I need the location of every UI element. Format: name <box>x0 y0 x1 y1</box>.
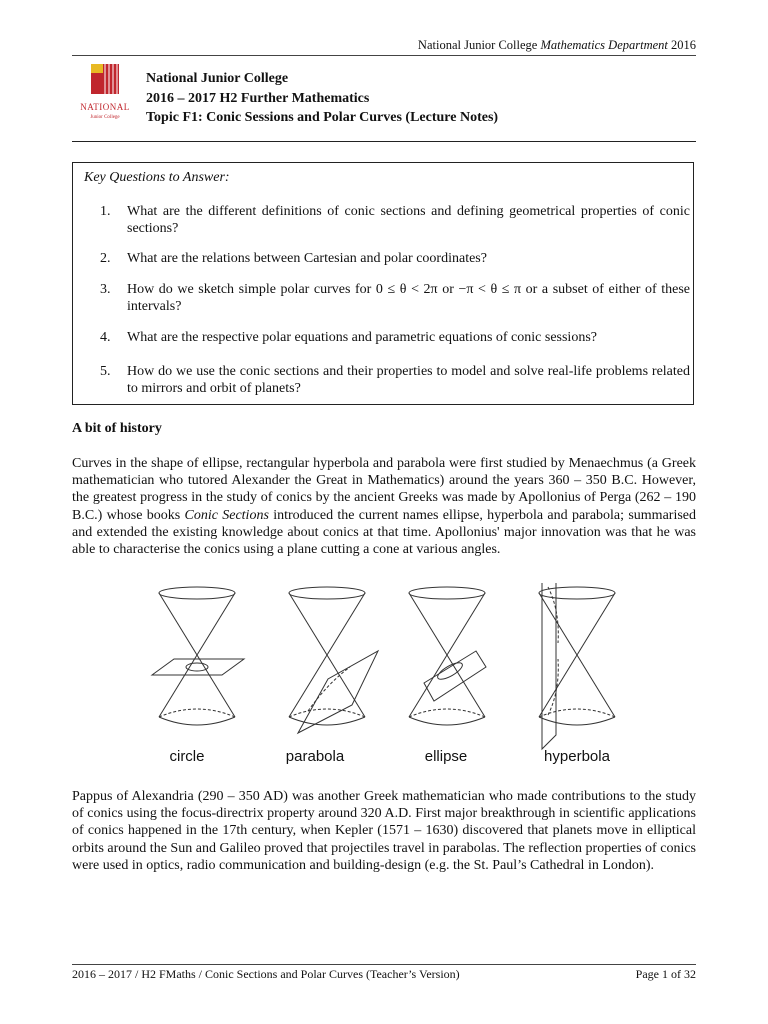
history-paragraph-2: Pappus of Alexandria (290 – 350 AD) was another Greek mathematician who made contributions to the study of conics using the focus-directrix property around 320 A.D. First major breakthrough in scientific applications of conics happened in the 17th century, when Kepler (1571 – 1630) discovered that planets move in elliptical orbits around the Sun and Galileo proved that projectiles travel in parabolas. The reflection properties of conics were used in optics, radio communication and building-design (e.g. the St. Paul’s Cathedral in London). <box>72 789 696 873</box>
caption-parabola: parabola <box>285 748 345 765</box>
title-rule <box>72 141 696 142</box>
key-question-3 <box>100 282 690 315</box>
history-paragraph-1 <box>72 455 696 558</box>
key-questions-heading: Key Questions to Answer: <box>84 170 230 185</box>
question-text: How do we use the conic sections and their properties to model and solve real-life problems related to mirrors and orbit of planets? <box>127 364 690 396</box>
document-title <box>146 69 498 128</box>
question-text: What are the different definitions of conic sections and defining geometrical properties of conic sections? <box>127 204 690 236</box>
question-number: 4. <box>100 330 111 345</box>
book-title-conic-sections: Conic Sections <box>184 507 269 523</box>
header-year: 2016 <box>671 38 696 52</box>
question-number: 2. <box>100 251 111 266</box>
header-school: National Junior College <box>417 38 538 52</box>
history-p1-part-b: introduced the current names ellipse, hyperbola and parabola; summarised and extended the existing knowledge about conics at that time. Apollonius' major innovation was that he was able to characterise the conics using a plane cutting a cone at various angles. <box>72 507 696 558</box>
history-p1-part-a: Curves in the shape of ellipse, rectangular hyperbola and parabola were first studied by Menaechmus (a Greek mathematician who tutored Alexander the Great in Mathematics) around the years 360 – 350 B.C. However, the greatest progress in the study of conics by the ancient Greeks was made by Apollonius of Perga (262 – 190 B.C.) whose books <box>72 456 696 523</box>
title-line-2: 2016 – 2017 H2 Further Mathematics <box>146 90 370 106</box>
title-line-1: National Junior College <box>146 71 289 86</box>
cone-parabola <box>289 587 378 733</box>
footer-rule <box>72 964 696 965</box>
cone-circle <box>152 587 244 725</box>
question-text: What are the respective polar equations and parametric equations of conic sessions? <box>127 330 597 345</box>
footer-course-info: 2016 – 2017 / H2 FMaths / Conic Sections and Polar Curves (Teacher’s Version) <box>72 967 460 981</box>
question-text: How do we sketch simple polar curves for 0 ≤ θ < 2π or −π < θ ≤ π or a subset of either of these intervals? <box>127 282 690 314</box>
running-header <box>418 38 696 53</box>
logo-text-main: NATIONAL <box>80 102 130 112</box>
header-dept: Mathematics Department <box>540 38 668 52</box>
conic-sections-figure <box>130 583 650 773</box>
key-question-1 <box>100 204 690 237</box>
caption-hyperbola: hyperbola <box>544 748 610 765</box>
section-heading-history: A bit of history <box>72 421 162 436</box>
header-rule <box>72 55 696 56</box>
question-number: 5. <box>100 364 111 379</box>
logo-text-sub: Junior College <box>90 115 120 120</box>
cone-ellipse <box>409 587 486 725</box>
key-question-5 <box>100 364 690 397</box>
key-question-2 <box>100 251 690 268</box>
cone-hyperbola <box>539 583 615 749</box>
title-line-3: Topic F1: Conic Sessions and Polar Curves (Lecture Notes) <box>146 110 499 125</box>
college-logo <box>78 64 132 130</box>
question-number: 3. <box>100 282 111 297</box>
caption-ellipse: ellipse <box>424 748 468 765</box>
footer-page-number: Page 1 of 32 <box>635 967 696 981</box>
question-text: What are the relations between Cartesian and polar coordinates? <box>127 251 487 266</box>
question-number: 1. <box>100 204 111 219</box>
caption-circle: circle <box>169 748 205 765</box>
key-question-4 <box>100 330 690 347</box>
